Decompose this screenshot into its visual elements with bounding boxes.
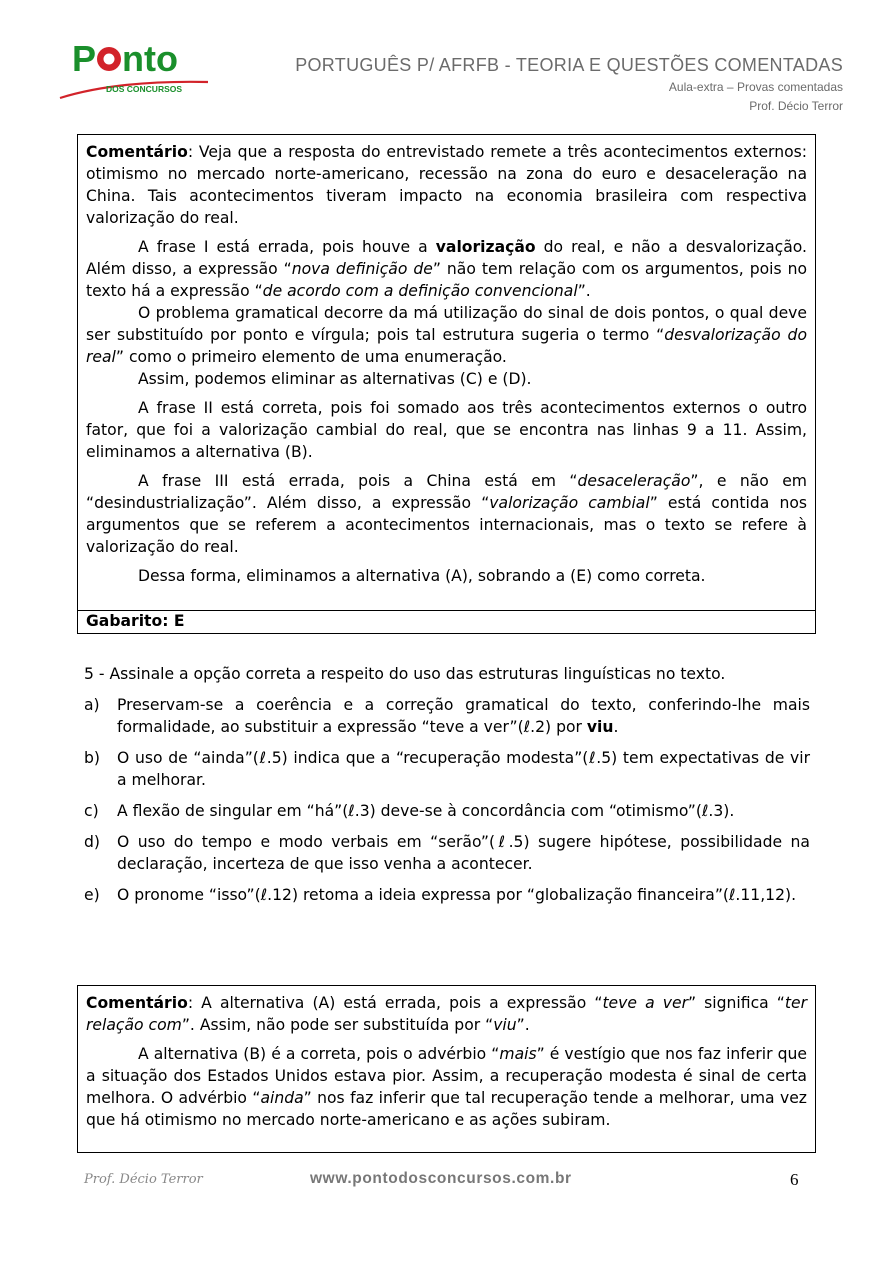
- option-letter: d): [84, 833, 100, 851]
- logo-subtitle: DOS CONCURSOS: [106, 84, 183, 94]
- option-e: [84, 884, 810, 906]
- option-text: O uso de “ainda”(ℓ.5) indica que a “recuperação modesta”(ℓ.5) tem expectativas de vir a melhorar.: [117, 749, 810, 789]
- option-text: Preservam-se a coerência e a correção gramatical do texto, conferindo-lhe mais formalidade, ao substituir a expressão “teve a ver”(ℓ.2) por viu.: [117, 696, 810, 736]
- footer-url[interactable]: www.pontodosconcursos.com.br: [310, 1170, 572, 1187]
- option-letter: a): [84, 696, 100, 714]
- option-b: [84, 747, 810, 791]
- option-text: A flexão de singular em “há”(ℓ.3) deve-se à concordância com “otimismo”(ℓ.3).: [117, 802, 735, 820]
- comment1-paragraph-1: Comentário: Veja que a resposta do entrevistado remete a três acontecimentos externos: otimismo no mercado norte-americano, recessão na zona do euro e desaceleração na China. Tais acontecimentos tiveram impacto na economia brasileira com respectiva valorização do real.: [86, 143, 807, 227]
- comment1-paragraph-7: Dessa forma, eliminamos a alternativa (A), sobrando a (E) como correta.: [138, 567, 706, 585]
- option-text: O uso do tempo e modo verbais em “serão”(ℓ.5) sugere hipótese, possibilidade na declaração, incerteza de que isso venha a acontecer.: [117, 833, 810, 873]
- option-c: [84, 800, 810, 822]
- gabarito: Gabarito: E: [78, 610, 815, 633]
- footer-author: Prof. Décio Terror: [84, 1172, 203, 1187]
- question-5: [84, 663, 810, 906]
- option-a: [84, 694, 810, 738]
- header-title: PORTUGUÊS P/ AFRFB - TEORIA E QUESTÕES COMENTADAS: [295, 55, 843, 75]
- option-letter: c): [84, 802, 99, 820]
- comment1-paragraph-3: O problema gramatical decorre da má utilização do sinal de dois pontos, o qual deve ser substituído por ponto e vírgula; pois tal estrutura sugeria o termo “desvalorização do real” como o primeiro elemento de uma enumeração.: [86, 304, 807, 366]
- comment1-paragraph-2: A frase I está errada, pois houve a valorização do real, e não a desvalorização. Além disso, a expressão “nova definição de” não tem relação com os argumentos, pois no texto há a expressão “de acordo com a definição convencional”.: [86, 238, 807, 300]
- option-d: [84, 831, 810, 875]
- page-number: 6: [790, 1170, 799, 1189]
- comment2-paragraph-1: Comentário: A alternativa (A) está errada, pois a expressão “teve a ver” significa “ter relação com”. Assim, não pode ser substituída por “viu”.: [86, 994, 808, 1034]
- header-subtitle: Aula-extra – Provas comentadas: [668, 80, 843, 94]
- header-author: Prof. Décio Terror: [749, 99, 843, 113]
- ponto-logo: [58, 36, 218, 102]
- svg-text:P: P: [72, 38, 97, 79]
- comment-box-1: [77, 134, 816, 634]
- comment1-paragraph-4: Assim, podemos eliminar as alternativas (C) e (D).: [138, 370, 532, 388]
- page-header: [295, 55, 843, 114]
- comment1-paragraph-6: A frase III está errada, pois a China está em “desaceleração”, e não em “desindustrialização”. Além disso, a expressão “valorização cambial” está contida nos argumentos que se referem a acontecimentos internacionais, mas o texto se refere à valorização do real.: [86, 472, 807, 556]
- question-stem: 5 - Assinale a opção correta a respeito do uso das estruturas linguísticas no texto.: [84, 665, 726, 683]
- option-letter: b): [84, 749, 100, 767]
- option-text: O pronome “isso”(ℓ.12) retoma a ideia expressa por “globalização financeira”(ℓ.11,12).: [117, 886, 797, 904]
- comment-box-2: [77, 985, 816, 1153]
- logo-word: nto: [122, 38, 178, 79]
- option-letter: e): [84, 886, 100, 904]
- comment2-paragraph-2: A alternativa (B) é a correta, pois o advérbio “mais” é vestígio que nos faz inferir que a situação dos Estados Unidos estava pior. Assim, a recuperação modesta é sinal de certa melhora. O advérbio “ainda” nos faz inferir que tal recuperação tende a melhorar, uma vez que há otimismo no mercado norte-americano e as ações subiram.: [86, 1045, 807, 1129]
- comment1-paragraph-5: A frase II está correta, pois foi somado aos três acontecimentos externos o outro fator, que foi a valorização cambial do real, que se encontra nas linhas 9 a 11. Assim, eliminamos a alternativa (B).: [86, 399, 807, 461]
